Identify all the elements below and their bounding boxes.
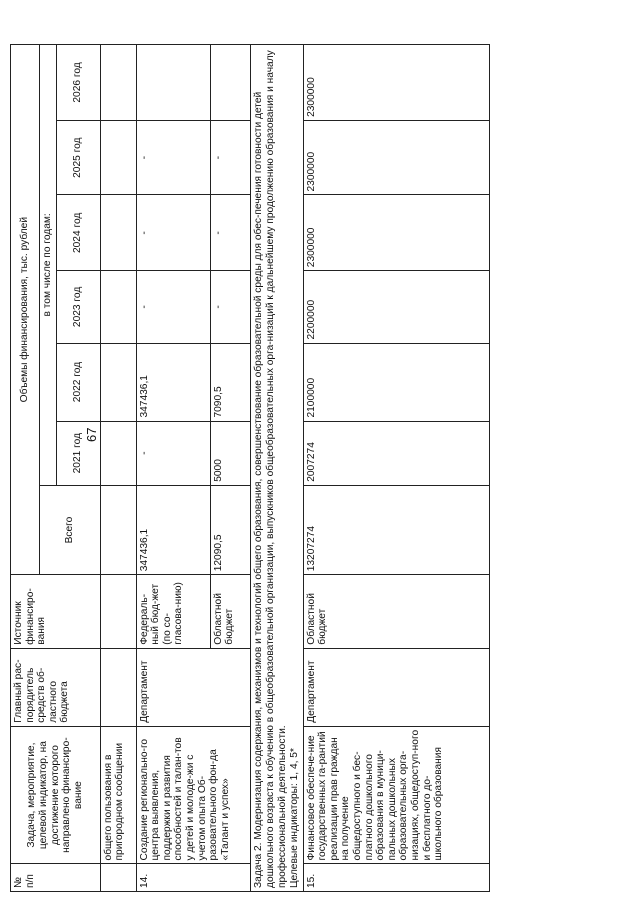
row14-regional-2025: - — [210, 120, 250, 195]
header-year-2025: 2025 год — [56, 120, 100, 195]
row14-regional-total: 12090,5 — [210, 485, 250, 575]
row15-2026: 2300000 — [303, 45, 489, 121]
table-row — [136, 45, 210, 892]
header-year-2022: 2022 год — [56, 343, 100, 421]
row14-source-regional: Областной бюджет — [210, 575, 250, 648]
row15-2025: 2300000 — [303, 120, 489, 195]
task-2-indicators: Целевые индикаторы: 1, 4, 5* — [288, 748, 300, 888]
row15-2023: 2200000 — [303, 271, 489, 343]
row14-federal-2026 — [136, 45, 210, 121]
row15-total: 13207274 — [303, 485, 489, 575]
budget-table — [10, 44, 490, 892]
task-row — [250, 45, 303, 892]
header-year-2024: 2024 год — [56, 195, 100, 271]
row15-source: Областной бюджет — [303, 575, 489, 648]
task-2-cell — [250, 45, 303, 892]
row14-regional-2024: - — [210, 195, 250, 271]
row14-regional-2022: 7090,5 — [210, 343, 250, 421]
row14-federal-total: 347436,1 — [136, 485, 210, 575]
row15-admin: Департамент — [303, 648, 489, 726]
continuation-task: общего пользования в пригородном сообщении — [100, 726, 136, 864]
header-year-2021: 2021 год — [56, 421, 100, 485]
table-row — [100, 45, 136, 892]
rotated-page-content — [10, 44, 570, 892]
row14-num: 14. — [136, 864, 250, 892]
row14-task: Создание регионально-го центра выявления, поддержки и развития способностей и талан-тов у детей и молоде-жи с учетом опыта Об-разовательного фон-да «Талант и успех» — [136, 726, 250, 864]
row14-regional-2026 — [210, 45, 250, 121]
table-row — [303, 45, 489, 892]
row14-regional-2021: 5000 — [210, 421, 250, 485]
header-num: № п/п — [11, 864, 101, 892]
row14-federal-2021: - — [136, 421, 210, 485]
row14-federal-2023: - — [136, 271, 210, 343]
row15-task: Финансовое обеспече-ние государственных га-рантий реализации прав граждан на получение общедоступного и бес-платного дошкольного образования в муници-пальных дошкольных образовательных орга-низациях, общедоступ-ного и бесплатного до-школьного образования — [303, 726, 489, 864]
row15-2022: 2100000 — [303, 343, 489, 421]
row14-federal-2022: 347436,1 — [136, 343, 210, 421]
header-year-2026: 2026 год — [56, 45, 100, 121]
row14-regional-2023: - — [210, 271, 250, 343]
row14-federal-2025: - — [136, 120, 210, 195]
header-source: Источник финансиро-вания — [11, 575, 101, 648]
header-task: Задача, мероприятие, целевой индикатор, на достижение которого направлено финансиро-вание — [11, 726, 101, 864]
row15-2021: 2007274 — [303, 421, 489, 485]
header-year-2023: 2023 год — [56, 271, 100, 343]
row15-2024: 2300000 — [303, 195, 489, 271]
table-header-row — [11, 45, 40, 892]
row14-source-federal: Федераль-ный бюд-жет (по со-гласова-нию) — [136, 575, 210, 648]
page-number: 67 — [84, 427, 99, 442]
task-2-text: Задача 2. Модернизация содержания, механизмов и технологий общего образования, совершенствование образовательной среды для обес-печения готовности детей дошкольного возраста к обучению в общеобразовательной организации, выпускников общеобразовательных орга-низаций к дальнейшему продолжению образования и началу профессиональной деятельности. — [252, 50, 288, 888]
header-total: Всего — [40, 485, 101, 575]
header-admin: Главный рас-порядитель средств об-ластного бюджета — [11, 648, 101, 726]
row15-num: 15. — [303, 864, 489, 892]
header-volumes: Объемы финансирования, тыс. рублей — [11, 45, 40, 575]
row14-admin: Департамент — [136, 648, 250, 726]
row14-federal-2024: - — [136, 195, 210, 271]
header-by-years: в том числе по годам: — [40, 45, 57, 486]
